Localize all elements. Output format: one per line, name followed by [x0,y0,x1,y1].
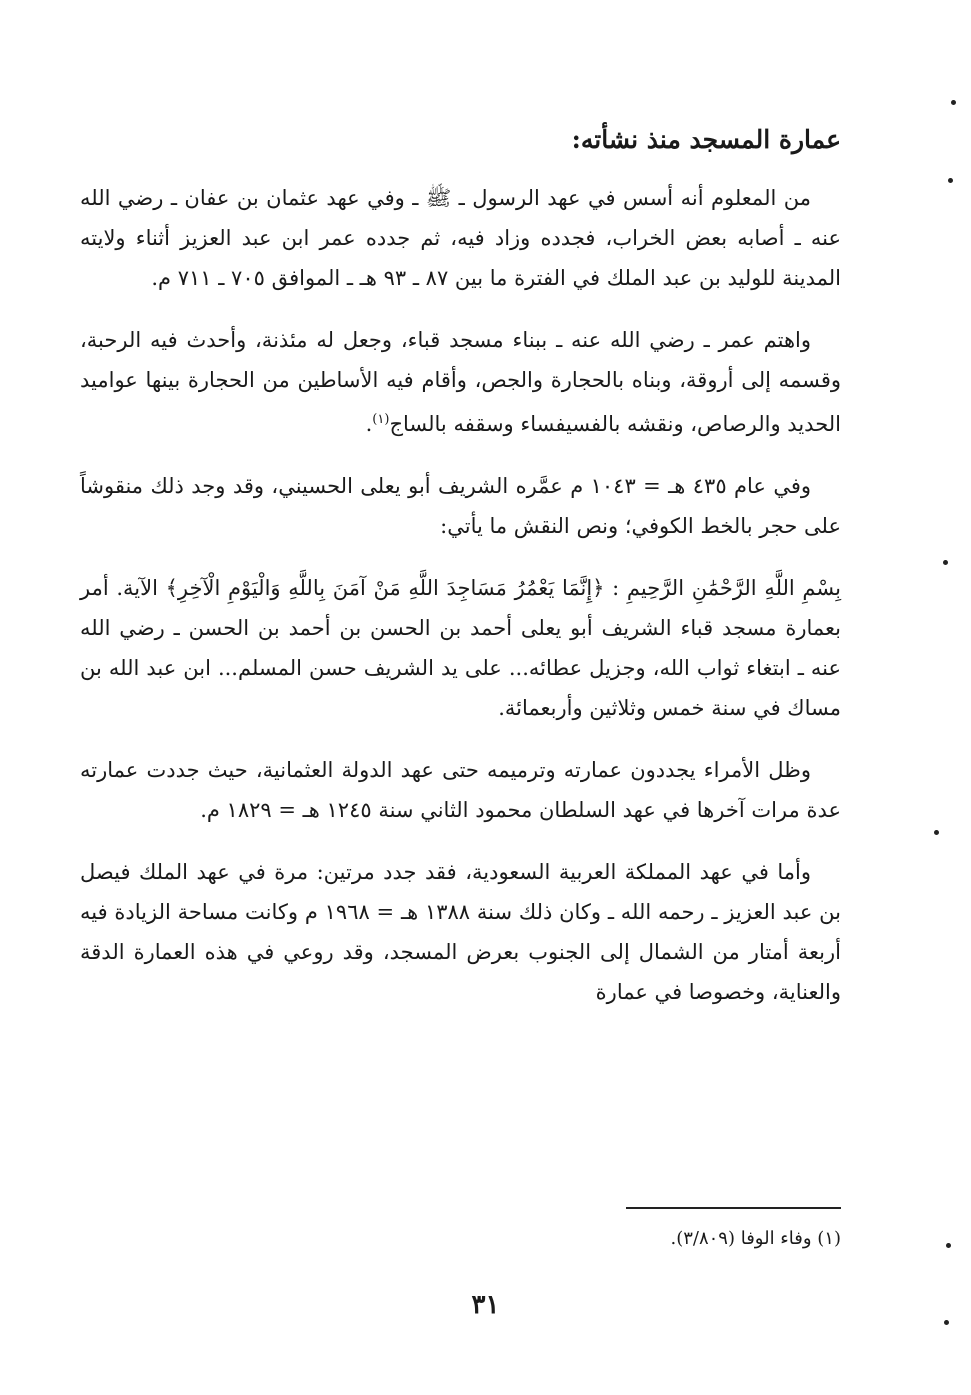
margin-mark [944,1320,949,1325]
footnote-ref: (١) [372,412,390,427]
inscription-text [80,568,841,728]
paragraph-5: وأما في عهد المملكة العربية السعودية، فقد جدد مرتين: مرة في عهد الملك فيصل بن عبد العزيز ـ رحمه الله ـ وكان ذلك سنة ١٣٨٨ هـ = ١٩٦٨ م وكانت مساحة الزيادة فيه أربعة أمتار من الشمال إلى الجنوب بعرض المسجد، وقد روعي في هذه العمارة الدقة والعناية، وخصوصا في عمارة [80,860,841,1004]
margin-mark [943,560,948,565]
footnote-divider [626,1207,841,1209]
margin-mark [934,830,939,835]
paragraph-2-text: واهتم عمر ـ رضي الله عنه ـ ببناء مسجد قباء، وجعل له مئذنة، وأحدث فيه الرحبة، وقسمه إلى أروقة، وبناه بالحجارة والجص، وأقام فيه الأساطين من الحجارة بينها عواميد الحديد والرصاص، ونقشه بالفسيفساء وسقفه بالساج [80,328,841,436]
paragraph-2 [80,320,841,444]
paragraph-1: من المعلوم أنه أسس في عهد الرسول ـ ﷺ ـ وفي عهد عثمان بن عفان ـ رضي الله عنه ـ أصابه بعض الخراب، فجدده وزاد فيه، ثم جدده عمر ابن عبد العزيز أثناء ولايته المدينة للوليد بن عبد الملك في الفترة ما بين ٨٧ ـ ٩٣ هـ ـ الموافق ٧٠٥ ـ ٧١١ م. [80,186,841,290]
basmala: بِسْمِ اللَّهِ الرَّحْمَٰنِ الرَّحِيمِ [626,576,841,600]
page-number: ٣١ [471,1290,500,1320]
paragraph-2-end: . [365,412,373,436]
page-content [80,120,841,1034]
quran-verse: ﴿إِنَّمَا يَعْمُرُ مَسَاجِدَ اللَّهِ مَنْ آمَنَ بِاللَّهِ وَالْيَوْمِ الْآخِرِ﴾ [165,576,605,600]
paragraph-4: وظل الأمراء يجددون عمارته وترميمه حتى عهد الدولة العثمانية، حيث جددت عمارته عدة مرات آخرها في عهد السلطان محمود الثاني سنة ١٢٤٥ هـ = ١٨٢٩ م. [80,758,841,822]
paragraph-3: وفي عام ٤٣٥ هـ = ١٠٤٣ م عمَّره الشريف أبو يعلى الحسيني، وقد وجد ذلك منقوشاً على حجر بالخط الكوفي؛ ونص النقش ما يأتي: [80,474,841,538]
margin-mark [948,178,953,183]
section-heading: عمارة المسجد منذ نشأته: [571,125,841,154]
margin-mark [951,100,956,105]
inscription-separator: : [604,576,627,600]
inscription-rest: الآية. أمر بعمارة مسجد قباء الشريف أبو يعلى أحمد بن الحسن بن أحمد بن الحسن ـ رضي الله عنه ـ ابتغاء ثواب الله، وجزيل عطائه... على يد الشريف حسن المسلم... ابن عبد الله بن مساك في سنة خمس وثلاثين وأربعمائة. [80,576,842,720]
margin-mark [946,1243,951,1248]
footnote: (١) وفاء الوفا (٣/٨٠٩). [670,1228,841,1249]
